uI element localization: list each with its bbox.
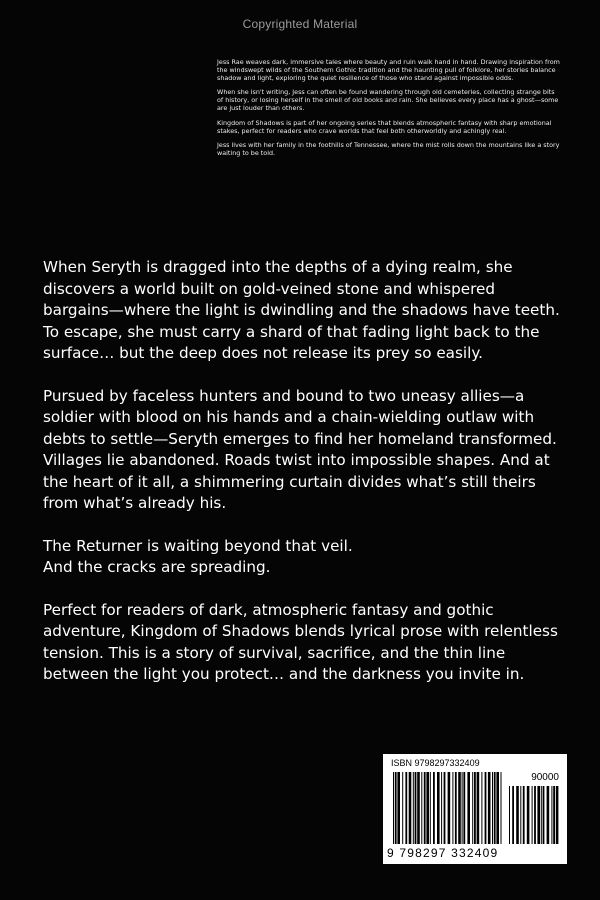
blurb-paragraph-3 (43, 536, 563, 579)
blurb-line-cracks: And the cracks are spreading. (43, 558, 271, 576)
barcode-bar (448, 772, 451, 844)
author-bio (217, 58, 562, 163)
barcode-bar (534, 786, 536, 844)
barcode-bar (463, 772, 465, 844)
barcode-bar (488, 772, 491, 844)
barcode-bar (509, 786, 510, 844)
barcode-bar (537, 786, 540, 844)
barcode-bar (458, 772, 461, 844)
barcode-bar (424, 772, 426, 844)
barcode-bar (551, 786, 552, 844)
barcode-bar (417, 772, 420, 844)
barcode-bar (494, 772, 496, 844)
book-blurb (43, 257, 563, 707)
barcode-bar (433, 772, 435, 844)
barcode-bar (444, 772, 446, 844)
blurb-paragraph-2: Pursued by faceless hunters and bound to two uneasy allies—a soldier with blood on his hands and a chain-wielding outlaw with debts to settle—Seryth emerges to find her homeland transformed. Villages lie abandoned. Roads twist into impossible shapes. And at the heart of it all, a shimmering curtain divides what’s still theirs from what’s already his. (43, 386, 557, 512)
barcode-bar (556, 786, 559, 844)
author-bio-paragraph-3: Kingdom of Shadows is part of her ongoing series that blends atmospheric fantasy with sharp emotional stakes, perfect for readers who crave worlds that feel both otherworldly and achingly real. (217, 118, 552, 135)
barcode-bar (402, 772, 403, 844)
barcode-bar (481, 772, 482, 844)
barcode-bar (430, 772, 431, 844)
barcode-digits: 9 798297 332409 (387, 846, 499, 860)
barcode-bar (437, 772, 440, 844)
isbn-label: ISBN 9798297332409 (391, 758, 480, 768)
barcode-bar (409, 772, 412, 844)
barcode-bar (485, 772, 487, 844)
barcode-bar (462, 772, 463, 844)
barcode-bar (492, 772, 493, 844)
barcode-bar (553, 786, 555, 844)
author-bio-paragraph-2: When she isn't writing, Jess can often be found wandering through old cemeteries, collecting strange bits of history, or losing herself in the smell of old books and rain. She believes every place has a ghost—some are just louder than others. (217, 88, 559, 113)
barcode-bar (397, 772, 400, 844)
barcode-bar (413, 772, 414, 844)
barcode-bar (523, 786, 525, 844)
barcode-bar (405, 772, 407, 844)
barcode-bar (547, 786, 550, 844)
barcode-bar (452, 772, 453, 844)
barcode-bar (496, 772, 499, 844)
barcode-bar (426, 772, 429, 844)
barcode-bar (474, 772, 476, 844)
barcode-bar (477, 772, 480, 844)
barcode-bar (415, 772, 417, 844)
barcode-bar (455, 772, 457, 844)
barcode-bar (472, 772, 473, 844)
barcode-bar (467, 772, 470, 844)
barcode-bar (541, 786, 542, 844)
barcode-bar (527, 786, 530, 844)
blurb-paragraph-4: Perfect for readers of dark, atmospheric fantasy and gothic adventure, Kingdom of Shadows blends lyrical prose with relentless tension. This is a story of survival, sacrifice, and the thin line between the light you protect… and the darkness you invite in. (43, 600, 558, 683)
barcode-bar (532, 786, 533, 844)
blurb-paragraph-1: When Seryth is dragged into the depths of a dying realm, she discovers a world built on gold-veined stone and whispered bargains—where the light is dwindling and the shadows have teeth. To escape, she must carry a shard of that fading light back to the surface… but the deep does not release its prey so easily. (43, 258, 560, 362)
price-code: 90000 (531, 772, 559, 783)
author-bio-paragraph-1: Jess Rae weaves dark, immersive tales where beauty and ruin walk hand in hand. Drawing inspiration from the windswept wilds of the Southern Gothic tradition and the haunting pull of folklore, her stories balance shadow and light, exploring the quiet resilience of those who stand against impossible odds. (217, 58, 560, 83)
barcode-bar (512, 786, 514, 844)
barcode-bar (516, 786, 519, 844)
barcode-bar (520, 786, 521, 844)
barcode-bar (501, 772, 502, 844)
barcode-bar (421, 772, 422, 844)
barcode-bar (395, 772, 397, 844)
author-bio-paragraph-4: Jess lives with her family in the foothills of Tennessee, where the mist rolls down the mountains like a story waiting to be told. (217, 140, 560, 157)
blurb-line-returner: The Returner is waiting beyond that veil. (43, 536, 353, 555)
barcode-bars-main (393, 772, 503, 844)
barcode-bar (393, 772, 394, 844)
barcode-bar (543, 786, 545, 844)
barcode-bar (441, 772, 442, 844)
isbn-barcode (383, 754, 567, 864)
watermark-top: Copyrighted Material (242, 17, 358, 31)
barcode-bars-addon (509, 786, 559, 844)
